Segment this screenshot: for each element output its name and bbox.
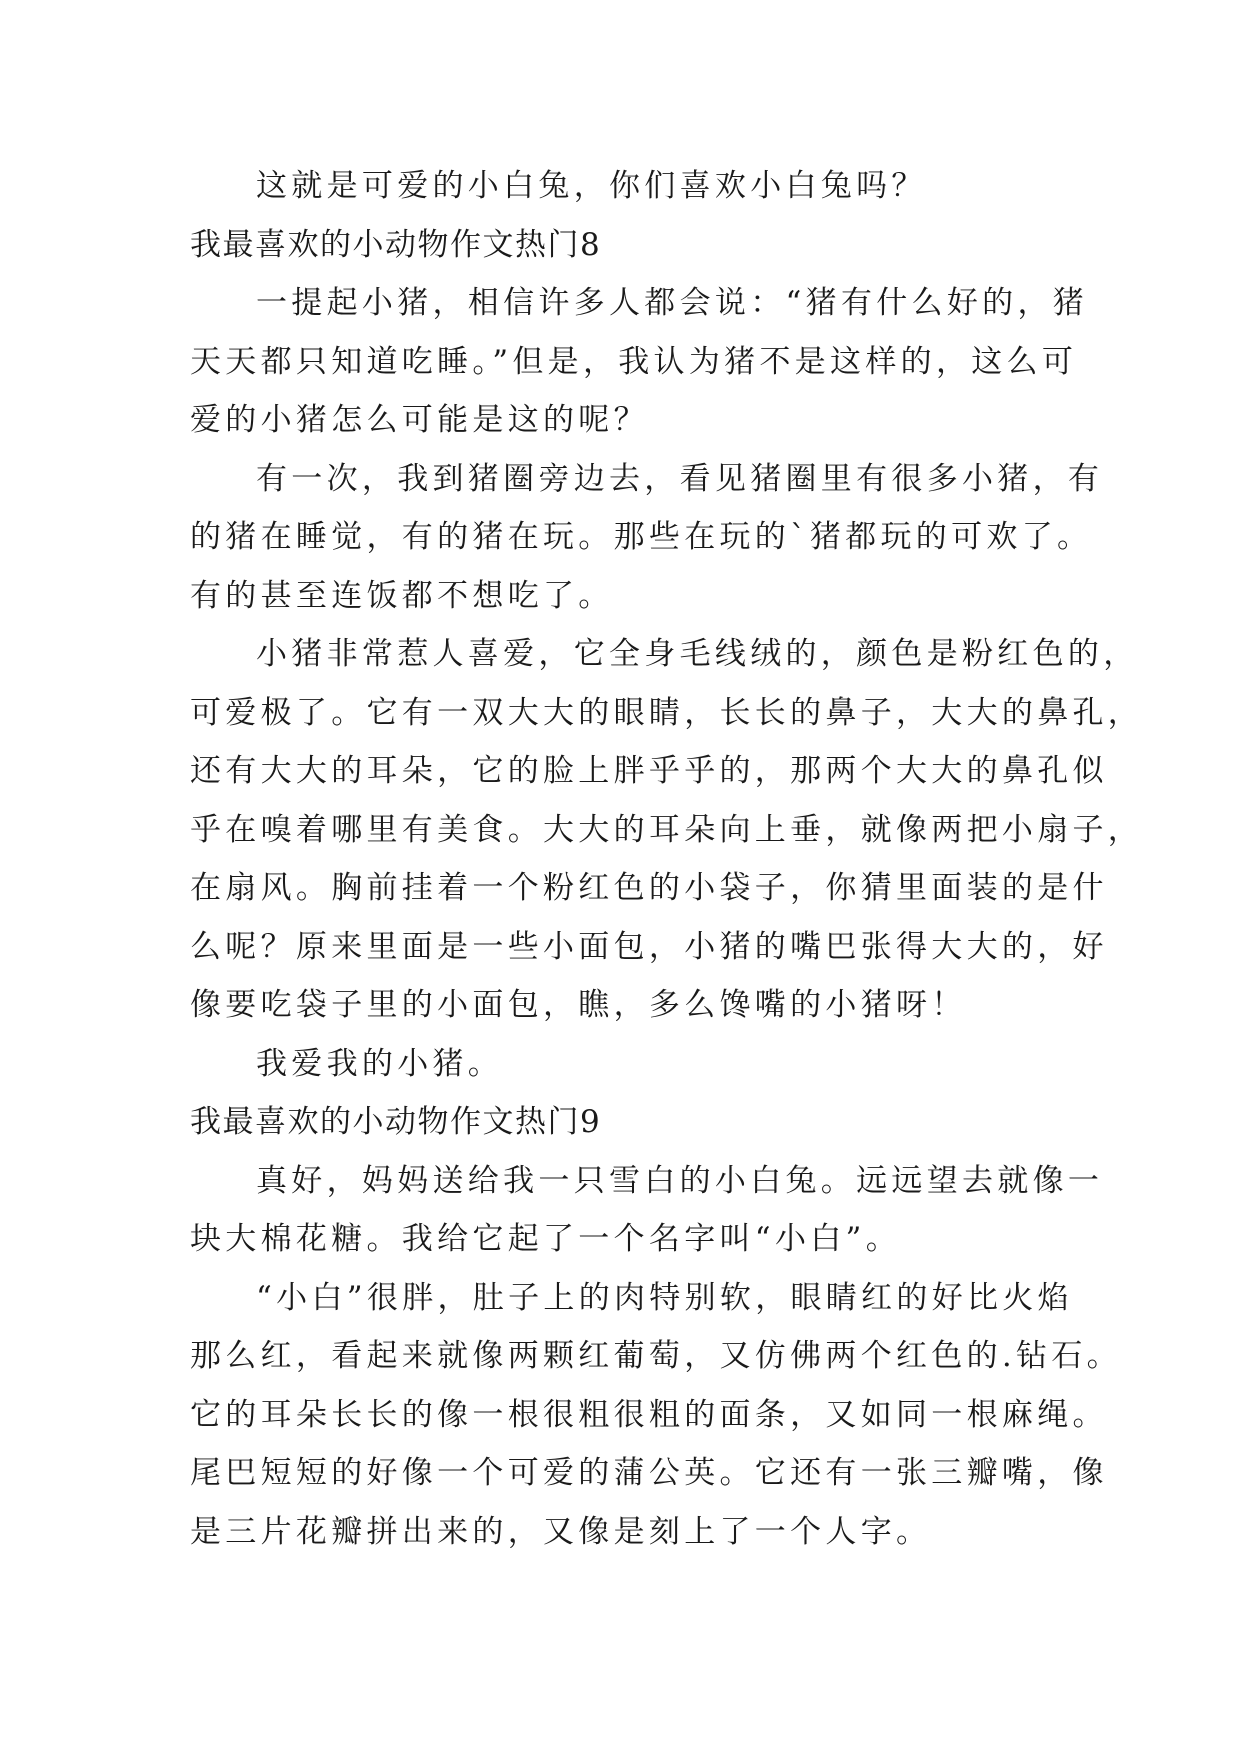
section-heading: 我最喜欢的小动物作文热门8 xyxy=(190,226,602,263)
paragraph-line: 尾巴短短的好像一个可爱的蒲公英。它还有一张三瓣嘴，像 xyxy=(190,1455,1108,1491)
paragraph-line: 爱的小猪怎么可能是这的呢？ xyxy=(190,402,649,438)
paragraph-line: 有一次，我到猪圈旁边去，看见猪圈里有很多小猪，有 xyxy=(256,460,1104,497)
paragraph-line: 那么红，看起来就像两颗红葡萄，又仿佛两个红色的.钻石。 xyxy=(190,1338,1122,1374)
paragraph-line: 我爱我的小猪。 xyxy=(256,1045,504,1082)
paragraph-line: “小白”很胖，肚子上的肉特别软，眼睛红的好比火焰 xyxy=(256,1279,1073,1316)
paragraph-line: 的猪在睡觉，有的猪在玩。那些在玩的`猪都玩的可欢了。 xyxy=(190,519,1093,555)
paragraph-line: 像要吃袋子里的小面包，瞧，多么馋嘴的小猪呀！ xyxy=(190,987,967,1023)
section-heading: 我最喜欢的小动物作文热门9 xyxy=(190,1104,602,1140)
paragraph-line: 么呢？原来里面是一些小面包，小猪的嘴巴张得大大的，好 xyxy=(190,928,1108,965)
paragraph-line: 块大棉花糖。我给它起了一个名字叫“小白”。 xyxy=(190,1221,901,1257)
document-body xyxy=(190,157,1144,1561)
paragraph-line: 有的甚至连饭都不想吃了。 xyxy=(190,577,614,614)
paragraph-line: 乎在嗅着哪里有美食。大大的耳朵向上垂，就像两把小扇子， xyxy=(190,811,1144,848)
paragraph-line: 是三片花瓣拼出来的，又像是刻上了一个人字。 xyxy=(190,1513,932,1550)
paragraph-line: 在扇风。胸前挂着一个粉红色的小袋子，你猜里面装的是什 xyxy=(190,870,1108,906)
paragraph-line: 小猪非常惹人喜爱，它全身毛线绒的，颜色是粉红色的， xyxy=(256,636,1139,672)
paragraph-line: 可爱极了。它有一双大大的眼睛，长长的鼻子，大大的鼻孔， xyxy=(190,694,1144,731)
paragraph-line: 天天都只知道吃睡。”但是，我认为猪不是这样的，这么可 xyxy=(190,343,1078,380)
paragraph-line: 真好，妈妈送给我一只雪白的小白兔。远远望去就像一 xyxy=(256,1162,1104,1199)
paragraph-line: 它的耳朵长长的像一根很粗很粗的面条，又如同一根麻绳。 xyxy=(190,1396,1108,1433)
paragraph-line: 这就是可爱的小白兔，你们喜欢小白兔吗？ xyxy=(256,168,927,204)
paragraph-line: 还有大大的耳朵，它的脸上胖乎乎的，那两个大大的鼻孔似 xyxy=(190,753,1108,789)
paragraph-line: 一提起小猪，相信许多人都会说：“猪有什么好的，猪 xyxy=(256,285,1089,321)
